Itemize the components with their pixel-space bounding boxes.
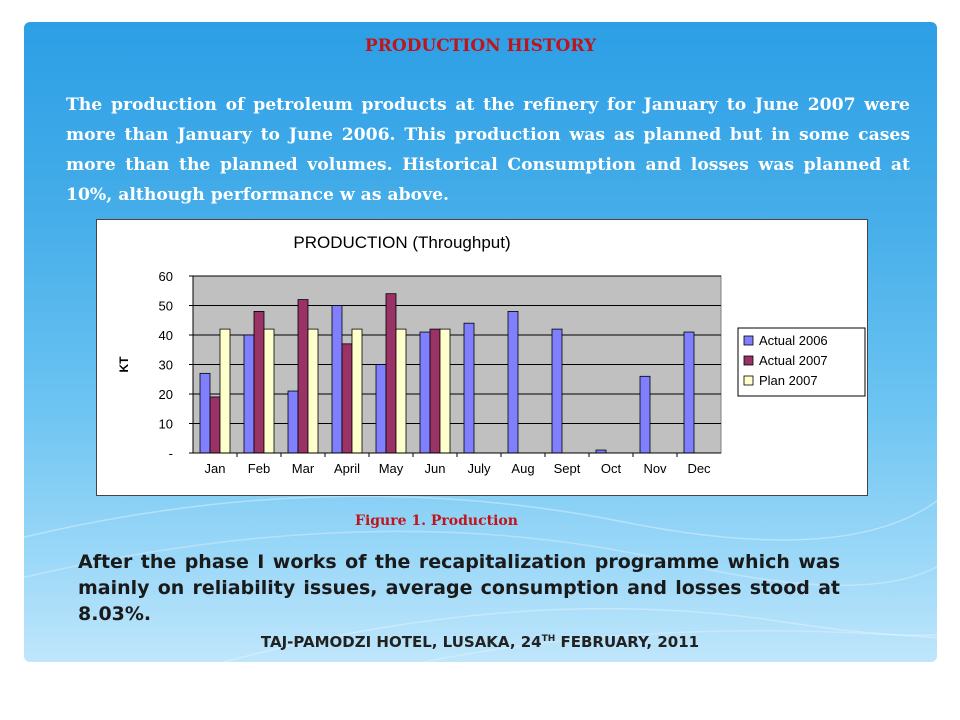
bar-actual-2007 [430,329,440,453]
x-tick-label: Dec [687,461,711,476]
y-axis-label: KT [117,356,131,373]
x-tick-label: Jan [204,461,226,476]
bar-actual-2007 [254,311,264,453]
bar-actual-2006 [420,332,430,453]
bar-actual-2007 [298,300,308,453]
production-chart [97,220,867,495]
y-tick-label: 20 [158,387,173,402]
slide-background [24,22,937,662]
bar-actual-2006 [200,373,210,453]
x-tick-label: Mar [291,461,315,476]
bar-actual-2006 [464,323,474,453]
chart-title: PRODUCTION (Throughput) [293,233,511,252]
x-tick-label: Aug [511,461,535,476]
bar-actual-2006 [508,311,518,453]
bar-actual-2006 [288,391,298,453]
bar-plan-2007 [440,329,450,453]
bar-actual-2006 [332,306,342,454]
legend [738,328,865,396]
bar-plan-2007 [308,329,318,453]
figure-caption: Figure 1. Production [355,513,518,529]
footer-superscript: TH [541,634,556,644]
intro-paragraph: The production of petroleum products at the refinery for January to June 2007 were more than January to June 2006. This production was as planned but in some cases more than the planned volumes. Historical Consumption and losses was planned at 10%, although performance w as above. [66,95,910,205]
bar-actual-2006 [376,365,386,454]
bar-actual-2006 [552,329,562,453]
bar-plan-2007 [220,329,230,453]
bar-plan-2007 [396,329,406,453]
x-tick-label: Oct [600,461,622,476]
x-tick-label: Feb [247,461,271,476]
x-tick-label: April [333,461,361,476]
plot-area [193,276,721,453]
x-tick-label: Nov [643,461,667,476]
y-tick-label: - [168,446,173,461]
legend-swatch [744,376,753,385]
y-tick-label: 30 [158,357,173,373]
summary-paragraph: After the phase I works of the recapitalization programme which was mainly on reliability issues, average consumption and losses stood at 8.03%. [78,551,840,625]
legend-label: Plan 2007 [759,373,818,388]
footer-venue [0,633,960,651]
bar-actual-2007 [386,294,396,453]
bar-actual-2006 [244,335,254,453]
bar-plan-2007 [264,329,274,453]
y-tick-label: 10 [158,416,173,432]
y-tick-label: 60 [158,269,173,284]
x-tick-label: July [467,461,491,476]
x-tick-label: May [378,461,404,476]
x-tick-label: Sept [553,461,581,476]
y-tick-label: 50 [158,298,173,314]
x-tick-label: Jun [424,461,446,476]
bar-actual-2007 [210,397,220,453]
legend-label: Actual 2007 [759,353,828,368]
bar-actual-2006 [684,332,694,453]
legend-swatch [744,356,753,365]
bar-actual-2007 [342,344,352,453]
legend-swatch [744,336,753,345]
footer-date: FEBRUARY, 2011 [555,633,700,651]
y-tick-label: 40 [158,328,173,343]
footer-text: TAJ-PAMODZI HOTEL, LUSAKA, 24 [260,633,542,651]
chart-frame [96,219,868,496]
bar-plan-2007 [352,329,362,453]
bar-actual-2006 [640,376,650,453]
legend-label: Actual 2006 [759,333,828,348]
slide-title: PRODUCTION HISTORY [364,36,597,56]
